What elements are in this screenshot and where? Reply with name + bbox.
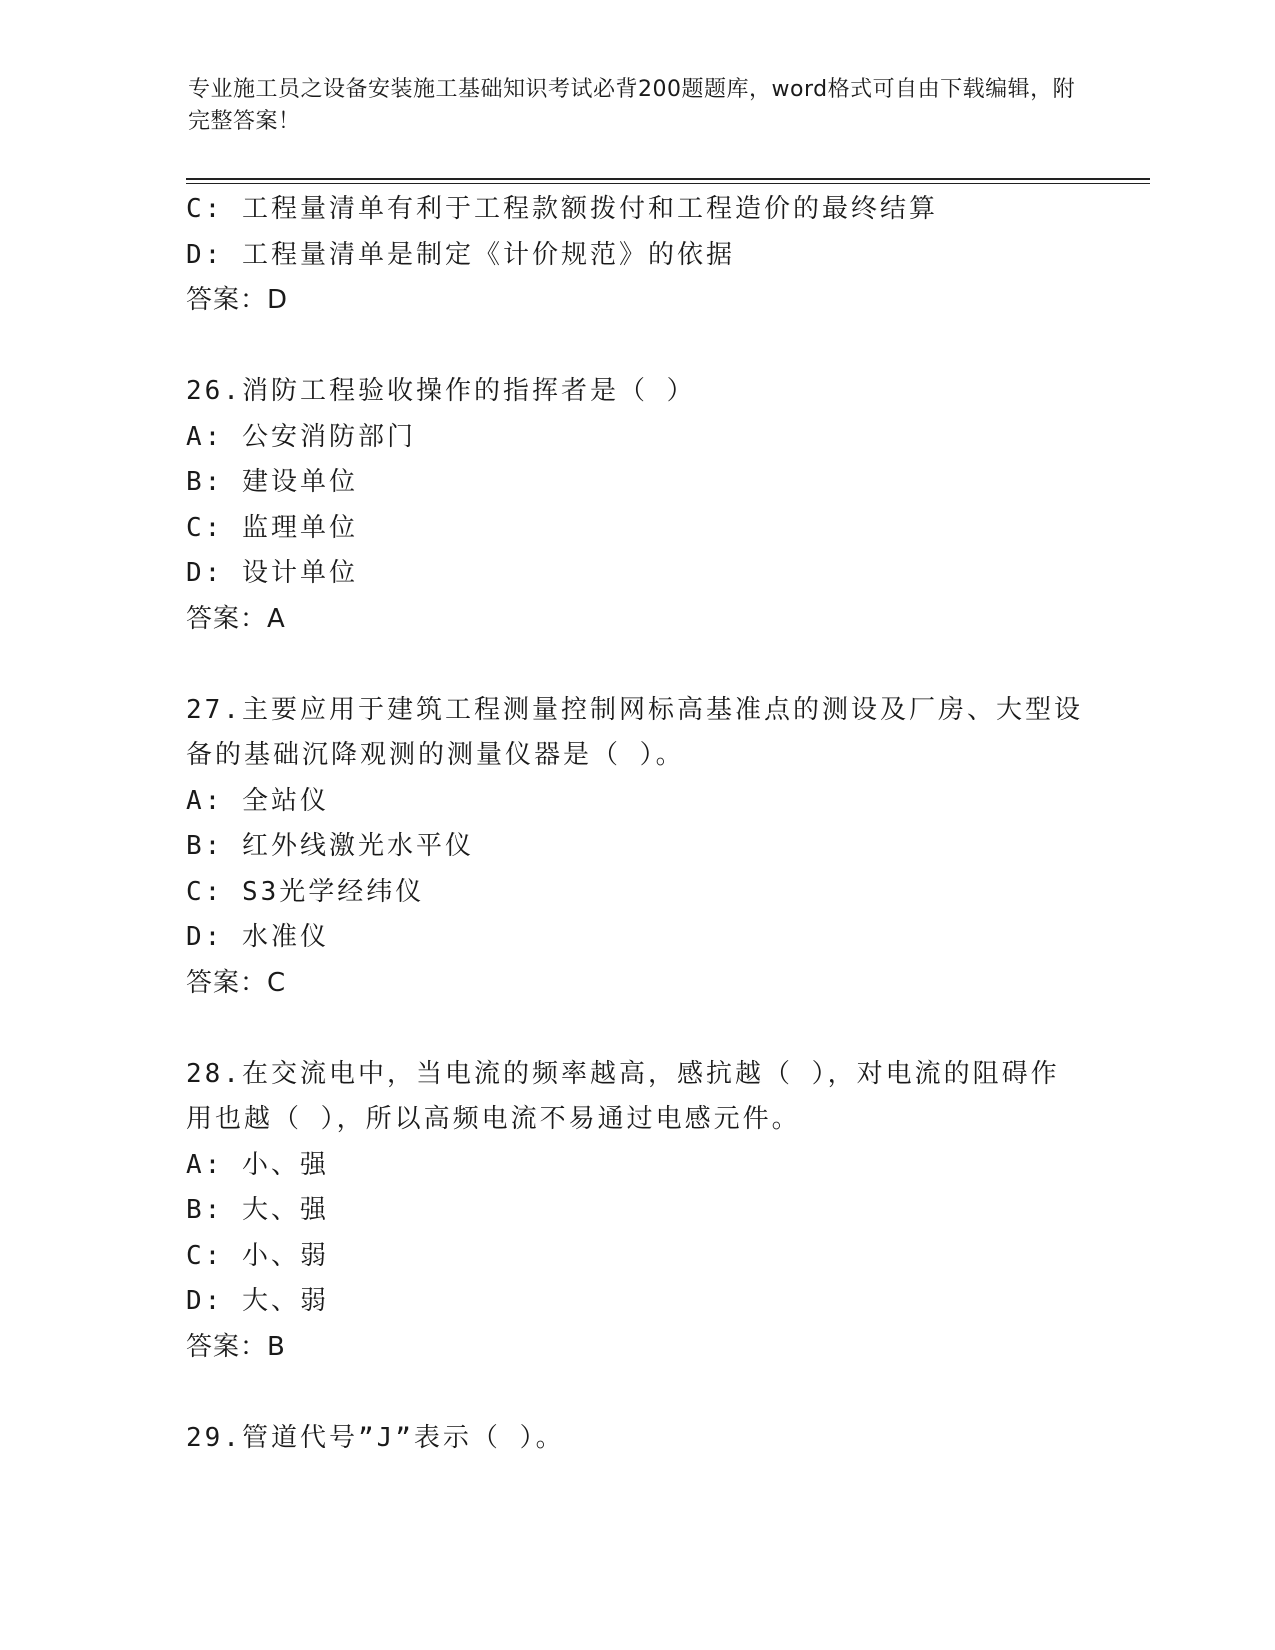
answer-line: 答案：A	[186, 603, 286, 634]
question-list	[186, 187, 1086, 1461]
question-stem-line-2: 备的基础沉降观测的测量仪器是（ ）。	[186, 740, 685, 770]
document-header: 专业施工员之设备安装施工基础知识考试必背200题题库，word格式可自由下载编辑，附完整答案！	[188, 77, 1076, 134]
answer-line: 答案：D	[186, 285, 289, 315]
question-29	[186, 1416, 1086, 1462]
question-stem: 26.消防工程验收操作的指挥者是（ ）	[186, 376, 696, 406]
answer-line: 答案：B	[186, 1331, 286, 1362]
question-25-continuation	[186, 187, 1086, 324]
option-d: D: 水准仪	[186, 922, 329, 952]
question-28	[186, 1052, 1086, 1371]
option-a: A: 全站仪	[186, 785, 329, 816]
option-d: D: 工程量清单是制定《计价规范》的依据	[186, 239, 735, 270]
option-c: C: 工程量清单有利于工程款额拨付和工程造价的最终结算	[186, 194, 938, 224]
option-a: A: 小、强	[186, 1149, 329, 1180]
question-stem: 29.管道代号”J”表示（ ）。	[186, 1422, 565, 1453]
option-d: D: 大、弱	[186, 1286, 329, 1316]
answer-line: 答案：C	[186, 967, 287, 998]
option-c: C: 监理单位	[186, 512, 358, 543]
option-c: C: 小、弱	[186, 1240, 329, 1271]
option-b: B: 建设单位	[186, 467, 358, 497]
header-divider-thin	[186, 183, 1150, 184]
question-stem-line-1: 28.在交流电中，当电流的频率越高，感抗越（ ），对电流的阻碍作	[186, 1058, 1060, 1089]
option-b: B: 大、强	[186, 1195, 329, 1225]
question-27	[186, 688, 1086, 1007]
question-26	[186, 369, 1086, 642]
header-divider-thick	[186, 178, 1150, 180]
option-c: C: S3光学经纬仪	[186, 876, 425, 907]
question-stem-line-1: 27.主要应用于建筑工程测量控制网标高基准点的测设及厂房、大型设	[186, 694, 1083, 725]
question-stem-line-2: 用也越（ ），所以高频电流不易通过电感元件。	[186, 1104, 801, 1134]
option-b: B: 红外线激光水平仪	[186, 831, 474, 861]
option-a: A: 公安消防部门	[186, 421, 416, 452]
option-d: D: 设计单位	[186, 558, 358, 588]
